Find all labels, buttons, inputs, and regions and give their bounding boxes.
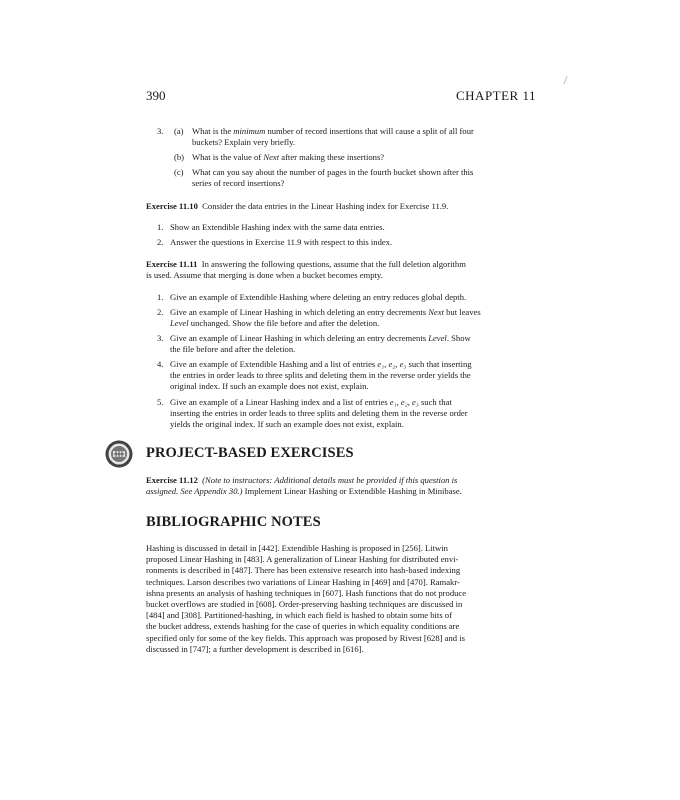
ex1111-item5-line2: inserting the entries in order leads to three splits and deleting them in the reverse order: [170, 408, 468, 418]
ex1110-item1-num: 1.: [157, 222, 164, 232]
chapter-header: CHAPTER 11: [456, 88, 536, 103]
bibliographic-heading: BIBLIOGRAPHIC NOTES: [146, 514, 321, 530]
bib-line: [484] and [308]. Partitioned-hashing, in which each field is hashed to obtain some bits of: [146, 610, 452, 621]
ex1111-item3-pre: Give an example of Linear Hashing in which deleting an entry decrements: [170, 333, 429, 343]
ex1111-item4-em: e₁, e₂, e₃: [377, 359, 407, 369]
ex1111-item3-line2: the file before and after the deletion.: [170, 344, 296, 354]
exercise-11-12-note: (Note to instructors: Additional details must be provided if this question is: [202, 475, 458, 485]
bib-line: ishna presents an analysis of hashing techniques in [607]. Hash functions that do not produce: [146, 587, 467, 598]
q3a-emphasis: minimum: [233, 126, 266, 136]
ex1111-item3-em: Level: [428, 333, 447, 343]
exercise-11-11: [146, 259, 536, 281]
ex1111-item5: [170, 397, 540, 430]
q3b-text: [192, 152, 532, 163]
ex1111-item2-post: but leaves: [443, 307, 481, 317]
ex1111-item2-num: 2.: [157, 307, 164, 317]
q3c-line2: series of record insertions?: [192, 178, 285, 188]
ex1111-item3-post: . Show: [446, 333, 471, 343]
exercise-11-10-label: Exercise 11.10: [146, 201, 198, 211]
ex1111-item3-num: 3.: [157, 333, 164, 343]
q3b-post: after making these insertions?: [279, 152, 385, 162]
q3a-line2: buckets? Explain very briefly.: [192, 137, 296, 147]
exercise-11-10: [146, 201, 536, 212]
bib-line: Hashing is discussed in detail in [442]. Extendible Hashing is proposed in [256]. Litwin: [146, 543, 448, 553]
exercise-11-12: [146, 475, 536, 497]
q3c-label: (c): [174, 167, 184, 177]
exercise-11-12-note2: assigned. See Appendix 30.): [146, 486, 243, 496]
ex1111-item5-em: e₁, e₂, e₃: [389, 397, 419, 407]
ex1111-item2-em: Next: [428, 307, 444, 317]
q3c-line1: What can you say about the number of pages in the fourth bucket shown after this: [192, 167, 474, 177]
ex1111-item1: Give an example of Extendible Hashing where deleting an entry reduces global depth.: [170, 292, 467, 302]
bib-line: the bucket address, extends hashing for the case of queries in which equality conditions are: [146, 621, 460, 632]
q3b-emphasis: Next: [263, 152, 280, 162]
ex1111-item5-num: 5.: [157, 397, 164, 407]
margin-mark: [564, 76, 572, 84]
q3c-text: [192, 167, 532, 189]
bib-line: discussed in [747]; a further development is described in [616].: [146, 643, 364, 654]
ex1111-item5-pre: Give an example of a Linear Hashing index and a list of entries: [170, 397, 390, 407]
ex1111-item4-line2: the entries in order leads to three splits and deleting them in the reverse order yields the: [170, 370, 471, 380]
q3a-text: [192, 126, 532, 148]
bibliographic-text: [146, 543, 526, 655]
ex1111-item4: [170, 359, 540, 392]
ex1111-item4-post: such that inserting: [406, 359, 472, 369]
q3a-label: (a): [174, 126, 184, 136]
ex1111-item4-pre: Give an example of Extendible Hashing and a list of entries: [170, 359, 378, 369]
ex1111-item5-post: such that: [418, 397, 452, 407]
page-number: 390: [146, 88, 166, 103]
ex1111-item4-line3: original index. If such an example does not exist, explain.: [170, 381, 369, 391]
ex1111-item1-num: 1.: [157, 292, 164, 302]
bib-line: specified only for some of the key fields. This approach was proposed by Rivest [628] and is: [146, 632, 465, 643]
q3b-label: (b): [174, 152, 185, 162]
q3a-post: number of record insertions that will cause a split of all four: [265, 126, 474, 136]
bib-line: techniques. Larson describes two variations of Linear Hashing in [469] and [470]. Ramakr-: [146, 576, 460, 587]
exercise-11-11-line1: In answering the following questions, assume that the full deletion algorithm: [201, 259, 466, 269]
bib-line: ronments is described in [487]. There has been extensive research into hash-based indexing: [146, 565, 461, 576]
exercise-11-11-line2: is used. Assume that merging is done when a bucket becomes empty.: [146, 270, 383, 280]
ex1111-item2-em2: Level: [170, 318, 189, 328]
ex1110-item2-num: 2.: [157, 237, 164, 247]
ex1111-item2: [170, 307, 540, 329]
exercise-11-11-label: Exercise 11.11: [146, 259, 198, 269]
bib-line: bucket overflows are studied in [608]. Order-preserving hashing techniques are discussed in: [146, 599, 463, 610]
exercise-11-10-text: Consider the data entries in the Linear Hashing index for Exercise 11.9.: [202, 201, 449, 211]
q3a-pre: What is the: [192, 126, 234, 136]
ex1111-item2-pre: Give an example of Linear Hashing in which deleting an entry decrements: [170, 307, 429, 317]
exercise-11-12-label: Exercise 11.12: [146, 475, 198, 485]
q3-number: 3.: [157, 126, 164, 136]
bib-line: proposed Linear Hashing in [483]. A generalization of Linear Hashing for distributed envi-: [146, 554, 459, 565]
ex1110-item1: Show an Extendible Hashing index with the same data entries.: [170, 222, 385, 232]
ex1111-item2-line2: unchanged. Show the file before and after the deletion.: [188, 318, 380, 328]
project-heading: PROJECT-BASED EXERCISES: [146, 445, 354, 461]
ex1111-item4-num: 4.: [157, 359, 164, 369]
ex1111-item5-line3: yields the original index. If such an example does not exist, explain.: [170, 419, 404, 429]
ex1111-item3: [170, 333, 540, 355]
ex1110-item2: Answer the questions in Exercise 11.9 with respect to this index.: [170, 237, 393, 247]
q3b-pre: What is the value of: [192, 152, 264, 162]
project-emblem-icon: [104, 439, 134, 469]
exercise-11-12-text: Implement Linear Hashing or Extendible Hashing in Minibase.: [242, 486, 462, 496]
